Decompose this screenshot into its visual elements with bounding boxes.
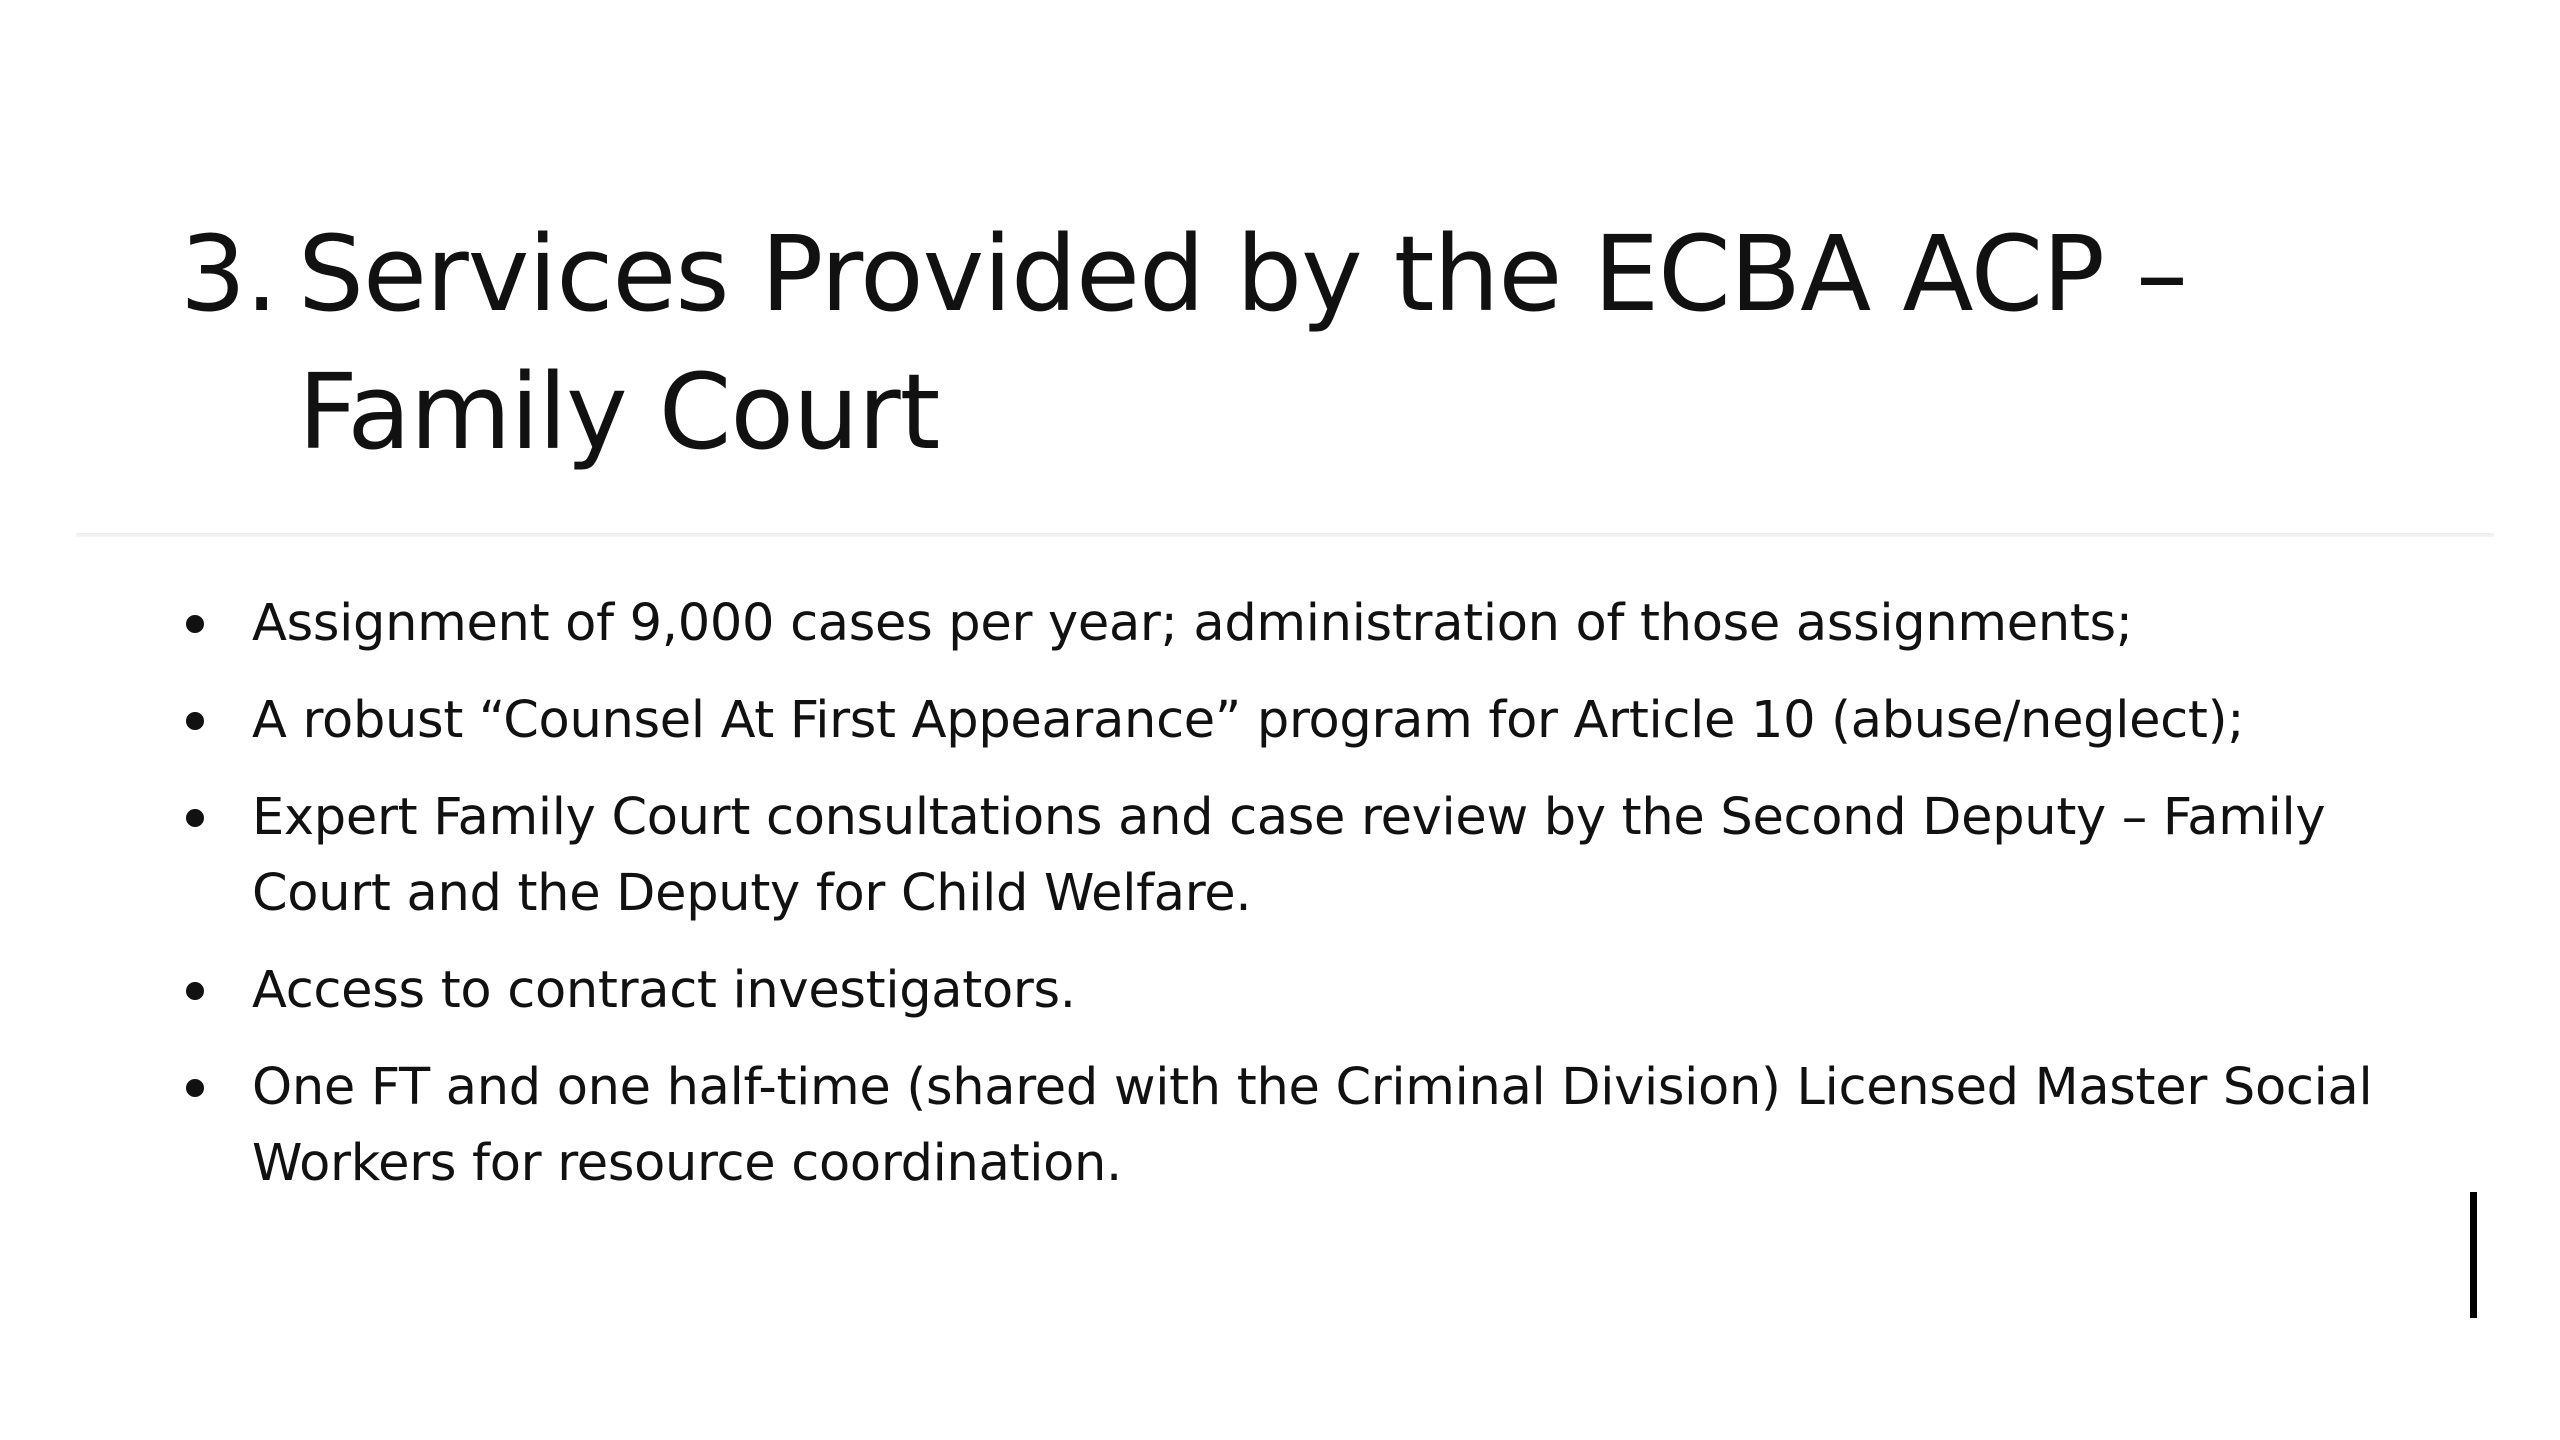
bullet-text: Expert Family Court consultations and case review by the Second Deputy – Family Court and the Deputy for Child Welfare. — [252, 788, 2326, 923]
slide-title — [180, 205, 2380, 481]
bullet-item — [182, 780, 2422, 932]
bullet-item — [182, 953, 2422, 1029]
bullet-text: Access to contract investigators. — [252, 961, 1076, 1020]
bullet-item — [182, 586, 2422, 662]
title-line-2: Family Court — [298, 351, 940, 473]
title-divider — [76, 533, 2494, 537]
bullet-dot-icon — [186, 982, 204, 1000]
bullet-item — [182, 683, 2422, 759]
bullet-text: A robust “Counsel At First Appearance” program for Article 10 (abuse/neglect); — [252, 691, 2245, 750]
title-number: 3. — [180, 213, 278, 335]
bullet-dot-icon — [186, 712, 204, 730]
bullet-dot-icon — [186, 809, 204, 827]
bullet-item — [182, 1050, 2422, 1202]
text-cursor-icon — [2470, 1192, 2477, 1318]
bullet-dot-icon — [186, 1079, 204, 1097]
bullet-text: Assignment of 9,000 cases per year; administration of those assignments; — [252, 594, 2133, 653]
bullet-dot-icon — [186, 615, 204, 633]
title-line-1: Services Provided by the ECBA ACP – — [298, 213, 2188, 335]
bullet-list — [182, 586, 2422, 1223]
bullet-text: One FT and one half-time (shared with the Criminal Division) Licensed Master Social Workers for resource coordination. — [252, 1058, 2373, 1193]
